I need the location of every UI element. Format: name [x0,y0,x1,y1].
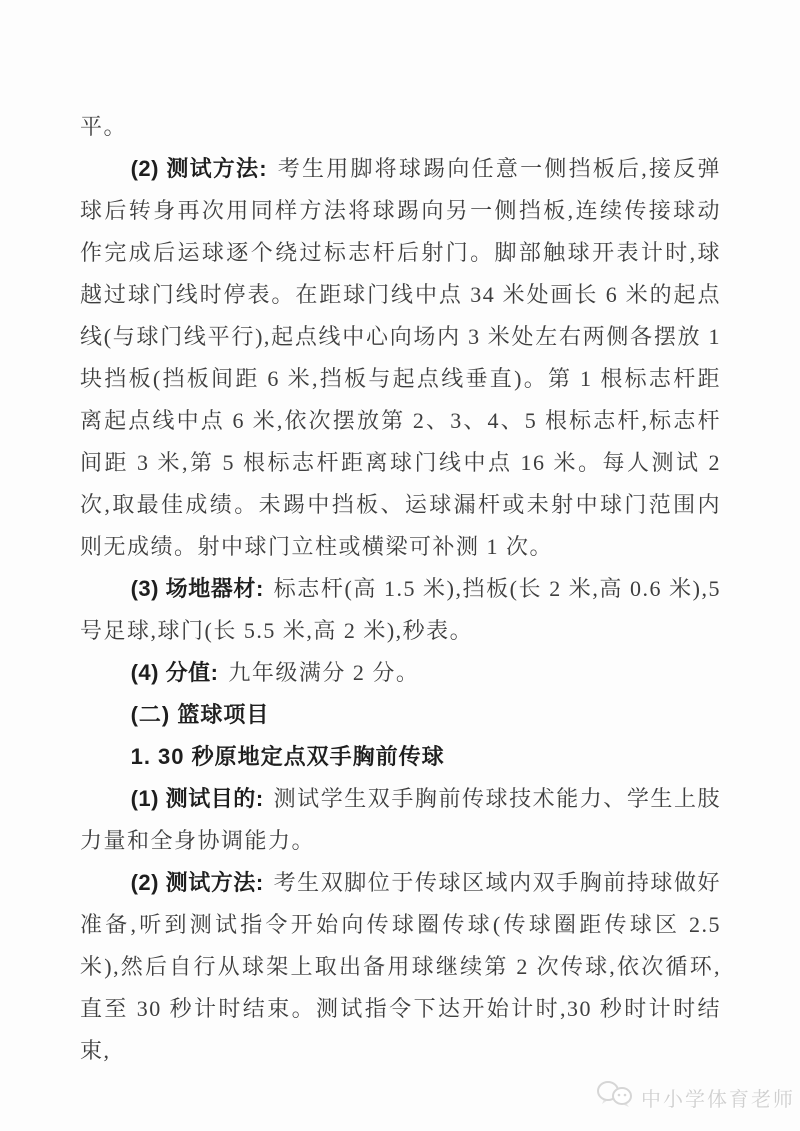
heading-basketball-section [80,694,721,736]
paragraph-label: (2) 测试方法: [130,870,264,895]
paragraph-score [80,652,721,694]
paragraph-text: 九年级满分 2 分。 [228,660,420,685]
paragraph-label: (3) 场地器材: [130,576,264,601]
paragraph-text: 平。 [80,114,128,139]
paragraph-equipment [80,568,721,652]
paragraph-test-method-soccer [80,148,721,568]
paragraph-text: 标志杆(高 1.5 米),挡板(长 2 米,高 0.6 米),5 号足球,球门(长 5.5 米,高 2 米),秒表。 [80,576,722,643]
heading-text: (二) 篮球项目 [130,702,270,727]
paragraph-label: (2) 测试方法: [130,156,268,181]
paragraph-text: 考生用脚将球踢向任意一侧挡板后,接反弹球后转身再次用同样方法将球踢向另一侧挡板,连续传接球动作完成后运球逐个绕过标志杆后射门。脚部触球开表计时,球越过球门线时停表。在距球门线中点 34 米处画长 6 米的起点线(与球门线平行),起点线中心向场内 3 米处左右两侧各摆放 1 块挡板(挡板间距 6 米,挡板与起点线垂直)。第 1 根标志杆距离起点线中点 6 米,依次摆放第 2、3、4、5 根标志杆,标志杆间距 3 米,第 5 根标志杆距离球门线中点 16 米。每人测试 2 次,取最佳成绩。未踢中挡板、运球漏杆或未射中球门范围内则无成绩。射中球门立柱或横梁可补测 1 次。 [80,156,721,559]
paragraph-test-purpose-basketball [80,778,721,862]
paragraph-label: (1) 测试目的: [130,786,264,811]
watermark-text: 中小学体育老师 [641,1088,795,1111]
paragraph-continuation [80,106,721,148]
paragraph-test-method-basketball [80,862,721,1072]
heading-text: 1. 30 秒原地定点双手胸前传球 [130,744,445,769]
paragraph-text: 考生双脚位于传球区域内双手胸前持球做好准备,听到测试指令开始向传球圈传球(传球圈距传球区 2.5 米),然后自行从球架上取出备用球继续第 2 次传球,依次循环,直至 30 秒计时结束。测试指令下达开始计时,30 秒时计时结束, [80,870,721,1063]
watermark [596,1080,795,1114]
heading-chest-pass [80,736,721,778]
paragraph-text: 测试学生双手胸前传球技术能力、学生上肢力量和全身协调能力。 [80,786,721,853]
wechat-chat-bubbles-icon [596,1080,634,1114]
paragraph-label: (4) 分值: [130,660,219,685]
document-body [80,106,721,1072]
